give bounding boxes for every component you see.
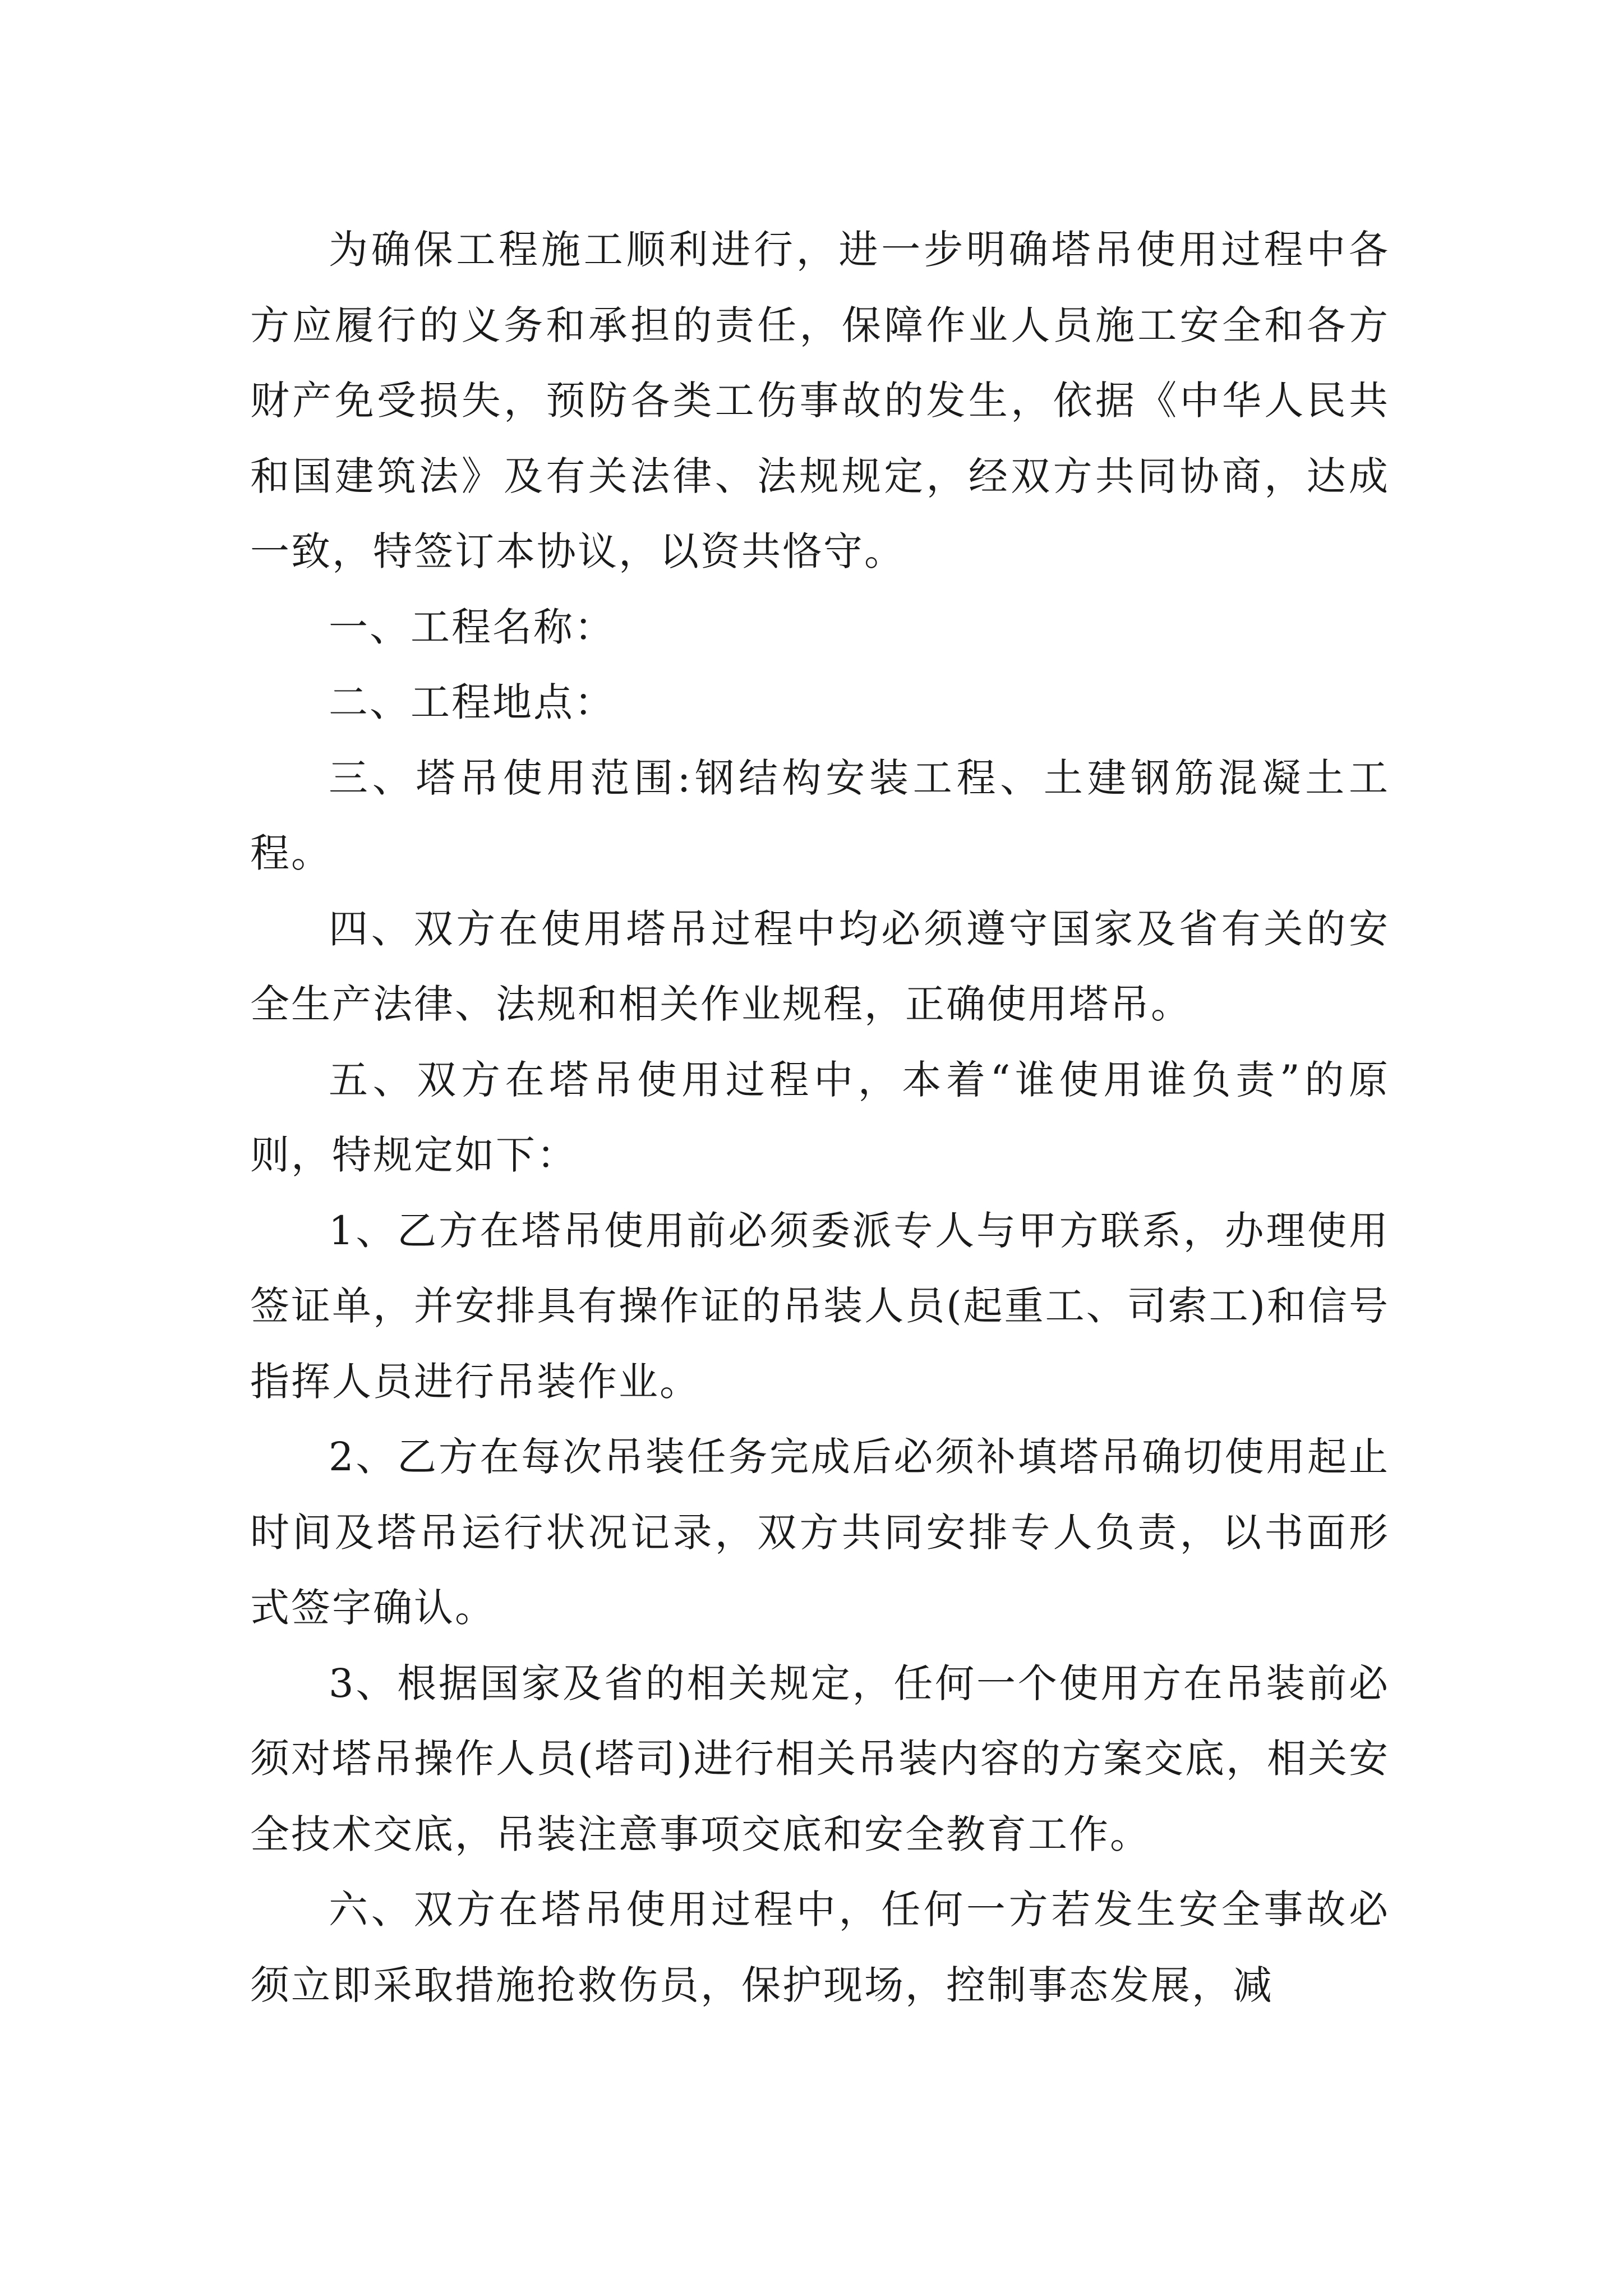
paragraph-responsibility-principle: 五、双方在塔吊使用过程中，本着“谁使用谁负责”的原则，特规定如下：	[250, 1056, 1390, 1178]
document-body	[250, 212, 1390, 2023]
paragraph-compliance: 四、双方在使用塔吊过程中均必须遵守国家及省有关的安全生产法律、法规和相关作业规程，正确使用塔吊。	[250, 905, 1390, 1027]
paragraph-clause-3: 3、根据国家及省的相关规定，任何一个使用方在吊装前必须对塔吊操作人员(塔司)进行相关吊装内容的方案交底，相关安全技术交底，吊装注意事项交底和安全教育工作。	[250, 1660, 1390, 1857]
paragraph-clause-1: 1、乙方在塔吊使用前必须委派专人与甲方联系，办理使用签证单，并安排具有操作证的吊装人员(起重工、司索工)和信号指挥人员进行吊装作业。	[250, 1207, 1390, 1405]
paragraph-crane-scope: 三、塔吊使用范围:钢结构安装工程、土建钢筋混凝土工程。	[250, 754, 1390, 876]
paragraph-clause-2: 2、乙方在每次吊装任务完成后必须补填塔吊确切使用起止时间及塔吊运行状况记录，双方共同安排专人负责，以书面形式签字确认。	[250, 1434, 1390, 1631]
paragraph-intro: 为确保工程施工顺利进行，进一步明确塔吊使用过程中各方应履行的义务和承担的责任，保障作业人员施工安全和各方财产免受损失，预防各类工伤事故的发生，依据《中华人民共和国建筑法》及有关法律、法规规定，经双方共同协商，达成一致，特签订本协议，以资共恪守。	[250, 227, 1390, 574]
paragraph-project-name: 一、工程名称：	[329, 604, 615, 650]
paragraph-project-location: 二、工程地点：	[329, 679, 615, 725]
paragraph-accident: 六、双方在塔吊使用过程中，任何一方若发生安全事故必须立即采取措施抢救伤员，保护现场，控制事态发展，减	[250, 1887, 1390, 2008]
